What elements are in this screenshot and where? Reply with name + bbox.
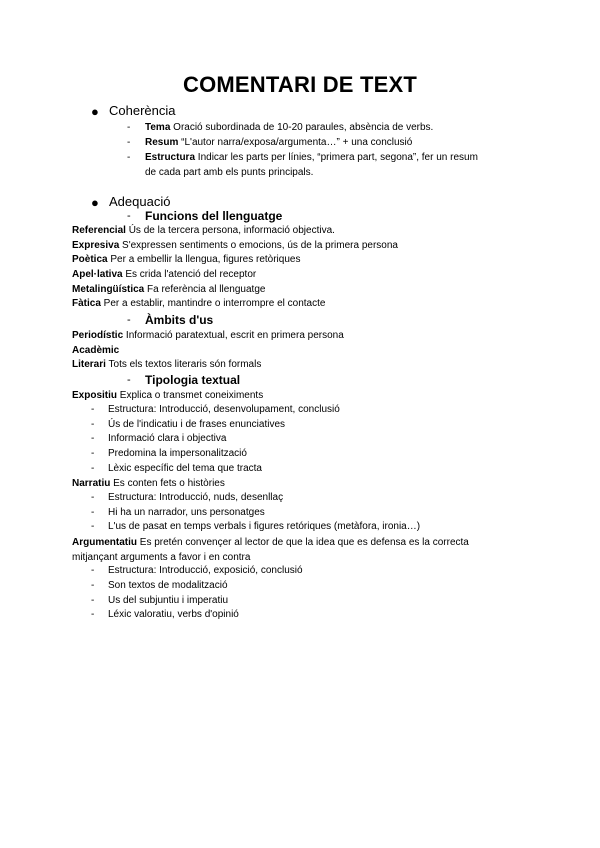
dash-icon: - <box>91 492 95 503</box>
list-item: Léxic valoratiu, verbs d'opinió <box>108 609 239 620</box>
bullet-icon: ● <box>91 104 99 119</box>
dash-icon: - <box>91 433 95 444</box>
dash-icon: - <box>91 609 95 620</box>
list-item: Estructura: Introducció, nuds, desenllaç <box>108 492 284 503</box>
dash-icon: - <box>91 565 95 576</box>
funcio-line: Fàtica Per a establir, mantindre o interrompre el contacte <box>72 298 326 309</box>
tipologia-line-narratiu: Narratiu Es conten fets o històries <box>72 478 225 489</box>
dash-icon: - <box>91 521 95 532</box>
dash-icon: - <box>91 404 95 415</box>
ambit-line: Periodístic Informació paratextual, escrit en primera persona <box>72 330 344 341</box>
ambit-line: Acadèmic <box>72 345 120 356</box>
dash-icon: - <box>91 419 95 430</box>
list-item: Predomina la impersonalització <box>108 448 247 459</box>
coherencia-item-continuation: de cada part amb els punts principals. <box>145 167 314 178</box>
tipologia-line-expositiu: Expositiu Explica o transmet coneiximents <box>72 390 264 401</box>
subheading-ambits: Àmbits d'us <box>145 313 214 327</box>
dash-icon: - <box>91 595 95 606</box>
list-item: Son textos de modalització <box>108 580 228 591</box>
ambit-line: Literari Tots els textos literaris són formals <box>72 359 262 370</box>
funcio-line: Apel·lativa Es crida l'atenció del receptor <box>72 269 257 280</box>
dash-icon: - <box>91 448 95 459</box>
list-item: L'us de pasat en temps verbals i figures retóriques (metàfora, ironia…) <box>108 521 421 532</box>
list-item: Ús de l'indicatiu i de frases enunciatives <box>108 419 286 430</box>
list-item: Estructura: Introducció, desenvolupament, conclusió <box>108 404 340 415</box>
dash-icon: - <box>127 210 131 222</box>
funcio-line: Expresiva S'expressen sentiments o emocions, ús de la primera persona <box>72 240 398 251</box>
tipologia-line-continuation: mitjançant arguments a favor i en contra <box>72 552 251 563</box>
funcio-line: Poètica Per a embellir la llengua, figures retòriques <box>72 254 301 265</box>
section-heading-adequacio: Adequació <box>109 194 171 209</box>
funcio-line: Referencial Ús de la tercera persona, informació objectiva. <box>72 225 335 236</box>
dash-icon: - <box>127 374 131 386</box>
bullet-icon: ● <box>91 195 99 210</box>
dash-icon: - <box>91 507 95 518</box>
subheading-tipologia: Tipologia textual <box>145 373 241 387</box>
dash-icon: - <box>91 463 95 474</box>
section-heading-coherencia: Coherència <box>109 103 176 118</box>
coherencia-item: Resum “L'autor narra/exposa/argumenta…” + una conclusió <box>145 137 413 148</box>
dash-icon: - <box>127 152 131 163</box>
coherencia-item: Tema Oració subordinada de 10-20 paraules, absència de verbs. <box>145 122 434 133</box>
funcio-line: Metalingüística Fa referència al llenguatge <box>72 284 266 295</box>
dash-icon: - <box>127 314 131 326</box>
list-item: Lèxic específic del tema que tracta <box>108 463 262 474</box>
subheading-funcions: Funcions del llenguatge <box>145 209 283 223</box>
dash-icon: - <box>127 122 131 133</box>
dash-icon: - <box>127 137 131 148</box>
dash-icon: - <box>91 580 95 591</box>
list-item: Hi ha un narrador, uns personatges <box>108 507 265 518</box>
coherencia-item: Estructura Indicar les parts per línies, “primera part, segona”, fer un resum <box>145 152 478 163</box>
list-item: Us del subjuntiu i imperatiu <box>108 595 229 606</box>
tipologia-line-argumentatiu: Argumentatiu Es pretén convençer al lector de que la idea que es defensa es la correcta <box>72 537 469 548</box>
page-title: COMENTARI DE TEXT <box>183 72 417 97</box>
list-item: Informació clara i objectiva <box>108 433 227 444</box>
list-item: Estructura: Introducció, exposició, conclusió <box>108 565 303 576</box>
